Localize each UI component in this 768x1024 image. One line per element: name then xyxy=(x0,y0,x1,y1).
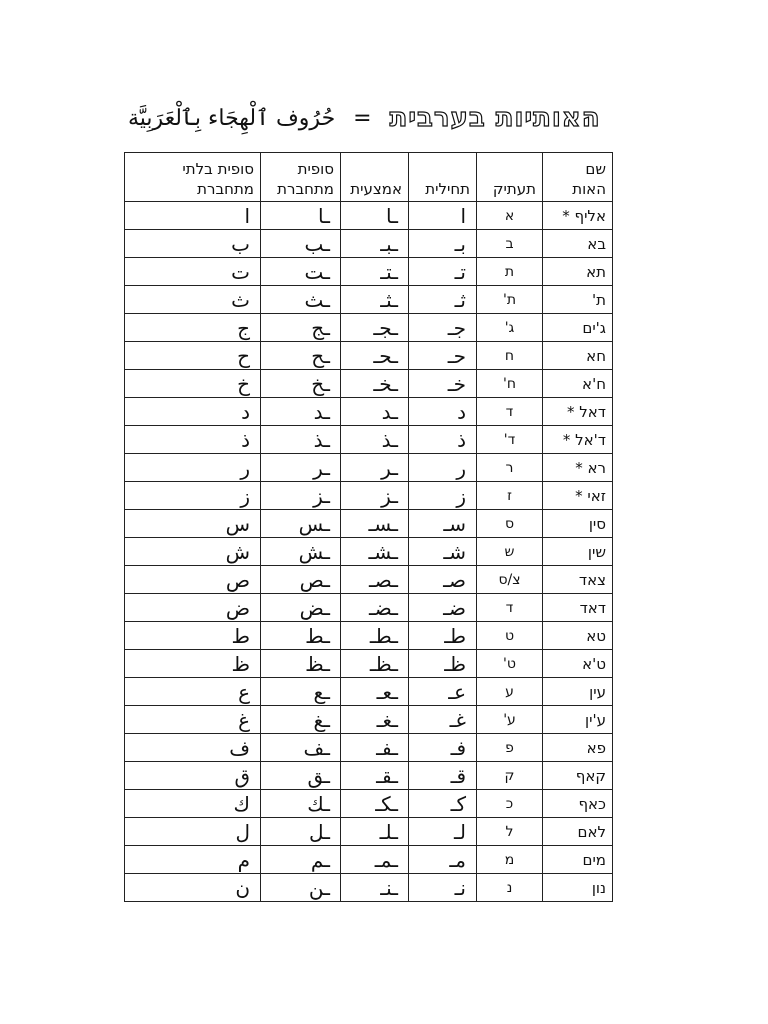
final-form-cell: ـل xyxy=(261,818,341,846)
final-form-cell: ـث xyxy=(261,286,341,314)
transliteration-cell: ד xyxy=(477,594,543,622)
letter-name-cell: ע'ין xyxy=(543,706,613,734)
medial-form-cell: ـمـ xyxy=(341,846,409,874)
letter-name-cell: מים xyxy=(543,846,613,874)
medial-form-cell: ـكـ xyxy=(341,790,409,818)
letter-name-cell: ג'ים xyxy=(543,314,613,342)
medial-form-cell: ـظـ xyxy=(341,650,409,678)
final-form-cell: ـض xyxy=(261,594,341,622)
isolated-form-cell: ض xyxy=(125,594,261,622)
isolated-form-cell: ث xyxy=(125,286,261,314)
final-form-cell: ـت xyxy=(261,258,341,286)
transliteration-cell: ד' xyxy=(477,426,543,454)
table-row xyxy=(125,790,613,818)
initial-form-cell: سـ xyxy=(409,510,477,538)
table-row xyxy=(125,314,613,342)
table-row xyxy=(125,622,613,650)
table-row xyxy=(125,706,613,734)
letter-name-cell: נון xyxy=(543,874,613,902)
transliteration-cell: ט xyxy=(477,622,543,650)
initial-form-cell: ثـ xyxy=(409,286,477,314)
letter-name-cell: אליף * xyxy=(543,202,613,230)
medial-form-cell: ـشـ xyxy=(341,538,409,566)
isolated-form-cell: ل xyxy=(125,818,261,846)
final-form-cell: ـج xyxy=(261,314,341,342)
table-row xyxy=(125,426,613,454)
transliteration-cell: ח xyxy=(477,342,543,370)
transliteration-cell: ז xyxy=(477,482,543,510)
header-transliteration: תעתיק xyxy=(477,153,543,202)
initial-form-cell: عـ xyxy=(409,678,477,706)
title-arabic: حُرُوف ٱلْهِجَاء بِٱلْعَرَبِيَّة xyxy=(128,105,336,131)
isolated-form-cell: ك xyxy=(125,790,261,818)
initial-form-cell: غـ xyxy=(409,706,477,734)
initial-form-cell: ز xyxy=(409,482,477,510)
letter-name-cell: דאל * xyxy=(543,398,613,426)
transliteration-cell: נ xyxy=(477,874,543,902)
initial-form-cell: ر xyxy=(409,454,477,482)
medial-form-cell: ـجـ xyxy=(341,314,409,342)
isolated-form-cell: ب xyxy=(125,230,261,258)
medial-form-cell: ـلـ xyxy=(341,818,409,846)
final-form-cell: ـس xyxy=(261,510,341,538)
medial-form-cell: ـبـ xyxy=(341,230,409,258)
medial-form-cell: ـد xyxy=(341,398,409,426)
final-form-cell: ـخ xyxy=(261,370,341,398)
table-row xyxy=(125,874,613,902)
final-form-cell: ـص xyxy=(261,566,341,594)
header-final-connected: סופית מתחברת xyxy=(261,153,341,202)
final-form-cell: ـم xyxy=(261,846,341,874)
table-row xyxy=(125,230,613,258)
transliteration-cell: ד xyxy=(477,398,543,426)
final-form-cell: ـظ xyxy=(261,650,341,678)
transliteration-cell: ל xyxy=(477,818,543,846)
letter-name-cell: רא * xyxy=(543,454,613,482)
medial-form-cell: ـقـ xyxy=(341,762,409,790)
letter-name-cell: כאף xyxy=(543,790,613,818)
medial-form-cell: ـنـ xyxy=(341,874,409,902)
isolated-form-cell: ا xyxy=(125,202,261,230)
initial-form-cell: ا xyxy=(409,202,477,230)
initial-form-cell: د xyxy=(409,398,477,426)
isolated-form-cell: ن xyxy=(125,874,261,902)
title-hebrew: האותיות בערבית xyxy=(389,103,601,133)
header-initial: תחילית xyxy=(409,153,477,202)
letter-name-cell: שין xyxy=(543,538,613,566)
letter-name-cell: סין xyxy=(543,510,613,538)
table-row xyxy=(125,482,613,510)
letter-name-cell: חא xyxy=(543,342,613,370)
table-row xyxy=(125,370,613,398)
isolated-form-cell: ظ xyxy=(125,650,261,678)
final-form-cell: ـع xyxy=(261,678,341,706)
medial-form-cell: ـخـ xyxy=(341,370,409,398)
transliteration-cell: ס xyxy=(477,510,543,538)
initial-form-cell: صـ xyxy=(409,566,477,594)
transliteration-cell: א xyxy=(477,202,543,230)
isolated-form-cell: م xyxy=(125,846,261,874)
letter-name-cell: זאי * xyxy=(543,482,613,510)
isolated-form-cell: ش xyxy=(125,538,261,566)
medial-form-cell: ـضـ xyxy=(341,594,409,622)
transliteration-cell: פ xyxy=(477,734,543,762)
transliteration-cell: ט' xyxy=(477,650,543,678)
isolated-form-cell: ج xyxy=(125,314,261,342)
medial-form-cell: ـسـ xyxy=(341,510,409,538)
final-form-cell: ـح xyxy=(261,342,341,370)
transliteration-cell: כ xyxy=(477,790,543,818)
final-form-cell: ـر xyxy=(261,454,341,482)
table-row xyxy=(125,202,613,230)
isolated-form-cell: ذ xyxy=(125,426,261,454)
transliteration-cell: ח' xyxy=(477,370,543,398)
final-form-cell: ـا xyxy=(261,202,341,230)
isolated-form-cell: ع xyxy=(125,678,261,706)
final-form-cell: ـش xyxy=(261,538,341,566)
isolated-form-cell: س xyxy=(125,510,261,538)
final-form-cell: ـف xyxy=(261,734,341,762)
initial-form-cell: تـ xyxy=(409,258,477,286)
table-row xyxy=(125,762,613,790)
letter-name-cell: ט'א xyxy=(543,650,613,678)
final-form-cell: ـغ xyxy=(261,706,341,734)
initial-form-cell: نـ xyxy=(409,874,477,902)
isolated-form-cell: د xyxy=(125,398,261,426)
letter-name-cell: בא xyxy=(543,230,613,258)
table-row xyxy=(125,678,613,706)
transliteration-cell: צ/ס xyxy=(477,566,543,594)
letter-name-cell: קאף xyxy=(543,762,613,790)
header-medial: אמצעית xyxy=(341,153,409,202)
final-form-cell: ـد xyxy=(261,398,341,426)
letter-name-cell: ד'אל * xyxy=(543,426,613,454)
header-final-isolated: סופית בלתי מתחברת xyxy=(125,153,261,202)
medial-form-cell: ـز xyxy=(341,482,409,510)
letter-name-cell: עין xyxy=(543,678,613,706)
medial-form-cell: ـطـ xyxy=(341,622,409,650)
medial-form-cell: ـا xyxy=(341,202,409,230)
table-header-row xyxy=(125,153,613,202)
medial-form-cell: ـر xyxy=(341,454,409,482)
transliteration-cell: ת xyxy=(477,258,543,286)
initial-form-cell: ظـ xyxy=(409,650,477,678)
transliteration-cell: ק xyxy=(477,762,543,790)
final-form-cell: ـذ xyxy=(261,426,341,454)
initial-form-cell: ذ xyxy=(409,426,477,454)
final-form-cell: ـق xyxy=(261,762,341,790)
page-title xyxy=(128,96,601,140)
medial-form-cell: ـذ xyxy=(341,426,409,454)
table-row xyxy=(125,398,613,426)
table-row xyxy=(125,510,613,538)
table-body xyxy=(125,202,613,902)
initial-form-cell: لـ xyxy=(409,818,477,846)
isolated-form-cell: ط xyxy=(125,622,261,650)
table-row xyxy=(125,734,613,762)
transliteration-cell: ע xyxy=(477,678,543,706)
table-row xyxy=(125,650,613,678)
header-letter-name: שם האות xyxy=(543,153,613,202)
medial-form-cell: ـحـ xyxy=(341,342,409,370)
letter-name-cell: טא xyxy=(543,622,613,650)
transliteration-cell: ש xyxy=(477,538,543,566)
initial-form-cell: كـ xyxy=(409,790,477,818)
initial-form-cell: مـ xyxy=(409,846,477,874)
table-row xyxy=(125,342,613,370)
letter-name-cell: דאד xyxy=(543,594,613,622)
transliteration-cell: ג' xyxy=(477,314,543,342)
initial-form-cell: خـ xyxy=(409,370,477,398)
initial-form-cell: شـ xyxy=(409,538,477,566)
initial-form-cell: ضـ xyxy=(409,594,477,622)
table-row xyxy=(125,846,613,874)
initial-form-cell: طـ xyxy=(409,622,477,650)
isolated-form-cell: ف xyxy=(125,734,261,762)
transliteration-cell: ר xyxy=(477,454,543,482)
isolated-form-cell: غ xyxy=(125,706,261,734)
isolated-form-cell: ص xyxy=(125,566,261,594)
table-row xyxy=(125,566,613,594)
letter-name-cell: תא xyxy=(543,258,613,286)
final-form-cell: ـب xyxy=(261,230,341,258)
final-form-cell: ـن xyxy=(261,874,341,902)
medial-form-cell: ـفـ xyxy=(341,734,409,762)
table-row xyxy=(125,594,613,622)
alphabet-table xyxy=(124,152,613,902)
letter-name-cell: ח'א xyxy=(543,370,613,398)
isolated-form-cell: خ xyxy=(125,370,261,398)
initial-form-cell: قـ xyxy=(409,762,477,790)
isolated-form-cell: ق xyxy=(125,762,261,790)
letter-name-cell: ת' xyxy=(543,286,613,314)
initial-form-cell: فـ xyxy=(409,734,477,762)
initial-form-cell: حـ xyxy=(409,342,477,370)
table-row xyxy=(125,454,613,482)
letter-name-cell: לאם xyxy=(543,818,613,846)
medial-form-cell: ـغـ xyxy=(341,706,409,734)
medial-form-cell: ـعـ xyxy=(341,678,409,706)
isolated-form-cell: ز xyxy=(125,482,261,510)
initial-form-cell: جـ xyxy=(409,314,477,342)
table-row xyxy=(125,538,613,566)
title-equals-sign: = xyxy=(353,105,372,131)
transliteration-cell: ת' xyxy=(477,286,543,314)
table-row xyxy=(125,258,613,286)
transliteration-cell: מ xyxy=(477,846,543,874)
medial-form-cell: ـثـ xyxy=(341,286,409,314)
final-form-cell: ـك xyxy=(261,790,341,818)
table-row xyxy=(125,818,613,846)
medial-form-cell: ـصـ xyxy=(341,566,409,594)
letter-name-cell: פא xyxy=(543,734,613,762)
transliteration-cell: ב xyxy=(477,230,543,258)
isolated-form-cell: ر xyxy=(125,454,261,482)
table-row xyxy=(125,286,613,314)
isolated-form-cell: ت xyxy=(125,258,261,286)
isolated-form-cell: ح xyxy=(125,342,261,370)
final-form-cell: ـط xyxy=(261,622,341,650)
final-form-cell: ـز xyxy=(261,482,341,510)
transliteration-cell: ע' xyxy=(477,706,543,734)
letter-name-cell: צאד xyxy=(543,566,613,594)
medial-form-cell: ـتـ xyxy=(341,258,409,286)
initial-form-cell: بـ xyxy=(409,230,477,258)
